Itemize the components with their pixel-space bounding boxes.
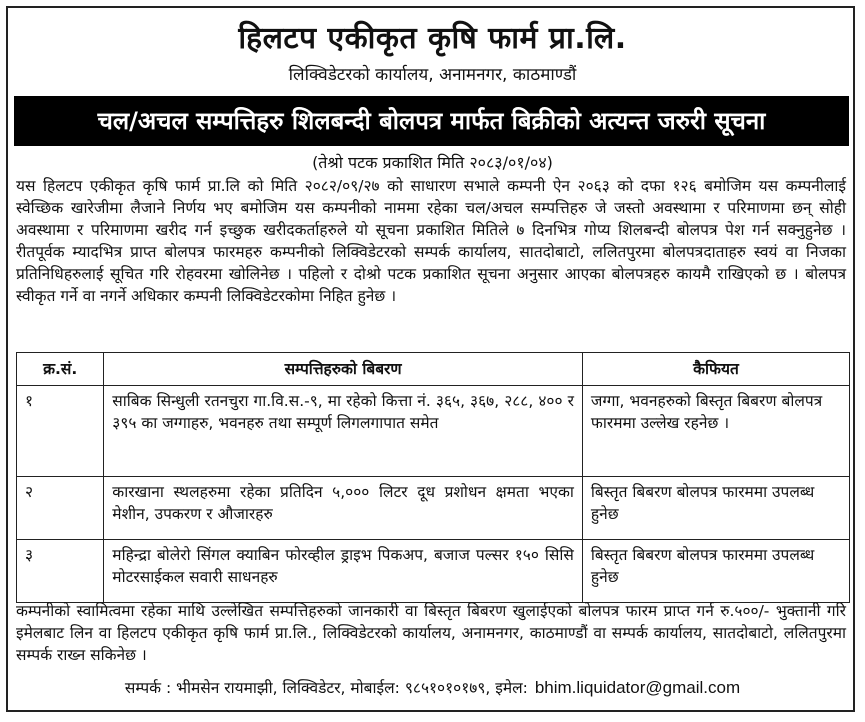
row-description: साबिक सिन्धुली रतनचुरा गा.वि.स.-९, मा रहेको कित्ता नं. ३६५, ३६७, २८८, ४०० र ३९५ का जग्गाहरु, भवनहरु तथा सम्पूर्ण लिगलगापात समेत <box>104 386 583 477</box>
header-description: सम्पत्तिहरुको बिबरण <box>104 353 583 386</box>
intro-paragraph: यस हिलटप एकीकृत कृषि फार्म प्रा.लि को मिति २०८२/०९/२७ को साधारण सभाले कम्पनी ऐन २०६३ को दफा १२६ बमोजिम यस कम्पनीलाई स्वेच्छिक खारेजीमा लैजाने निर्णय भए बमोजिम यस कम्पनीको नाममा रहेका चल/अचल सम्पत्तिहरु जे जस्तो अवस्थामा र परिमाणमा छन् सोही अवस्थामा र परिमाणमा खरीद गर्न इच्छुक खरीदकर्ताहरुले यो सूचना प्रकाशित मितिले ७ दिनभित्र गोप्य शिलबन्दी बोलपत्र पेश गर्न सक्नुहुनेछ । रीतपूर्वक म्यादभित्र प्राप्त बोलपत्र फारमहरु कम्पनीको लिक्विडेटरको सम्पर्क कार्यालय, सातदोबाटो, ललितपुरमा बोलपत्रदाताहरु स्वयं वा निजका प्रतिनिधिहरुलाई सूचित गरि रोहवरमा खोलिनेछ । पहिलो र दोश्रो पटक प्रकाशित सूचना अनुसार आएका बोलपत्रहरु कायमै राखिएको छ । बोलपत्र स्वीकृत गर्ने वा नगर्ने अधिकार कम्पनी लिक्विडेटरकोमा निहित हुनेछ । <box>16 177 846 305</box>
contact-email[interactable]: bhim.liquidator@gmail.com <box>534 678 741 697</box>
table-row <box>17 477 850 540</box>
row-remarks: बिस्तृत बिबरण बोलपत्र फारममा उपलब्ध हुनेछ <box>582 540 849 603</box>
row-serial: २ <box>17 477 104 540</box>
header-remarks: कैफियत <box>582 353 849 386</box>
closing-paragraph: कम्पनीको स्वामित्वमा रहेका माथि उल्लेखित सम्पत्तिहरुको जानकारी वा बिस्तृत बिबरण खुलाईएको बोलपत्र फारम प्राप्त गर्न रु.५००/- भुक्तानी गरि इमेलबाट लिन वा हिलटप एकीकृत कृषि फार्म प्रा.लि., लिक्विडेटरको कार्यालय, अनामनगर, काठमाण्डौं वा सम्पर्क कार्यालय, सातदोबाटो, ललितपुरमा सम्पर्क राख्न सकिनेछ । <box>16 602 846 664</box>
company-name: हिलटप एकीकृत कृषि फार्म प्रा.लि. <box>238 21 627 56</box>
contact-details: सम्पर्क : भीमसेन रायमाझी, लिक्विडेटर, मोबाईल: ९८५१०१०१७९, इमेल: <box>124 679 528 697</box>
header-serial: क्र.सं. <box>17 353 104 386</box>
contact-line <box>0 676 865 698</box>
table-row <box>17 386 850 477</box>
publication-date: (तेश्रो पटक प्रकाशित मिति २०८३/०१/०४) <box>312 153 553 172</box>
row-remarks: जग्गा, भवनहरुको बिस्तृत बिबरण बोलपत्र फारममा उल्लेख रहनेछ । <box>582 386 849 477</box>
table-header-row <box>17 353 850 386</box>
office-address: लिक्विडेटरको कार्यालय, अनामनगर, काठमाण्डौं <box>288 65 577 85</box>
row-description: कारखाना स्थलहरुमा रहेका प्रतिदिन ५,००० लिटर दूध प्रशोधन क्षमता भएका मेशीन, उपकरण र औजारहरु <box>104 477 583 540</box>
notice-title-banner: चल/अचल सम्पत्तिहरु शिलबन्दी बोलपत्र मार्फत बिक्रीको अत्यन्त जरुरी सूचना <box>14 96 849 146</box>
row-remarks: बिस्तृत बिबरण बोलपत्र फारममा उपलब्ध हुनेछ <box>582 477 849 540</box>
row-description: महिन्द्रा बोलेरो सिंगल क्याबिन फोरव्हील ड्राइभ पिकअप, बजाज पल्सर १५० सिसि मोटरसाईकल सवारी साधनहरु <box>104 540 583 603</box>
row-serial: ३ <box>17 540 104 603</box>
table-row <box>17 540 850 603</box>
row-serial: १ <box>17 386 104 477</box>
assets-table <box>16 352 850 603</box>
